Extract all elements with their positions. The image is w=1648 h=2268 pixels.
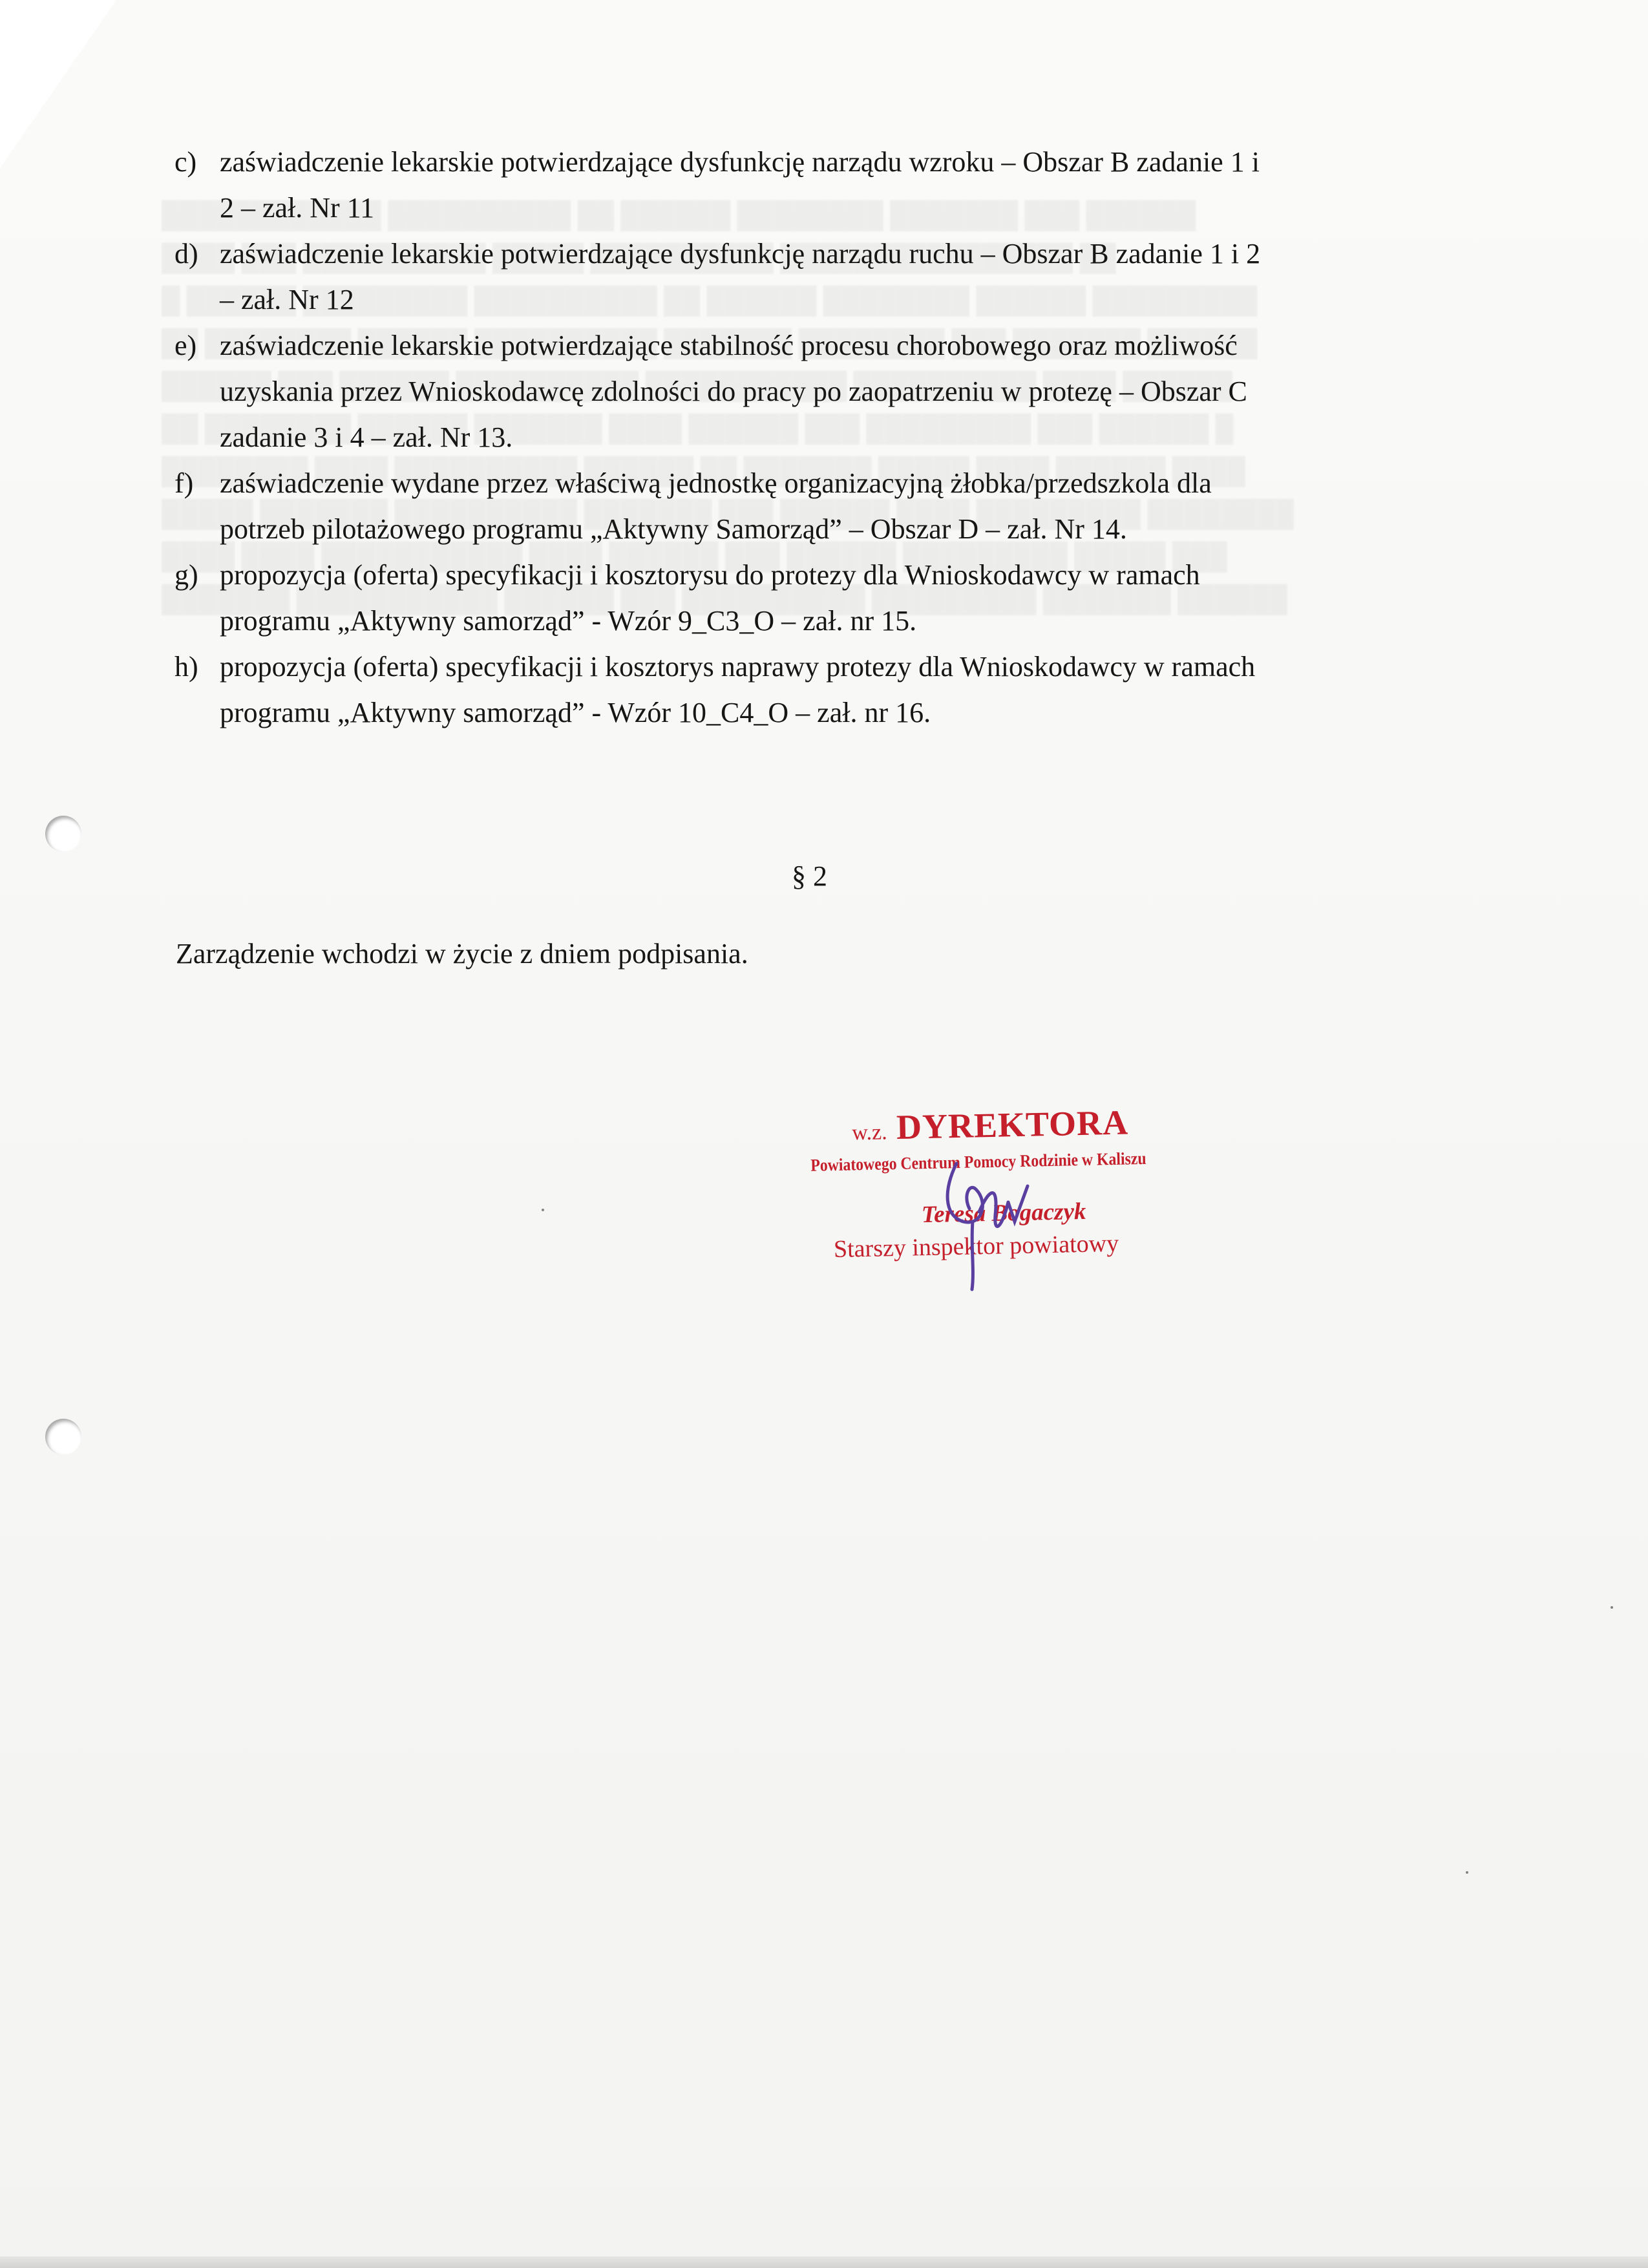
stamp-name: Teresa Bogaczyk [921,1198,1086,1229]
list-item-line: – zał. Nr 12 [220,284,354,315]
list-item-letter: h) [174,651,198,683]
list-item [174,644,1441,736]
list-item-line: propozycja (oferta) specyfikacji i kosztorysu do protezy dla Wnioskodawcy w ramach [220,559,1200,591]
scan-speck [542,1209,544,1211]
list-item-letter: g) [174,559,198,591]
list-item-line: zaświadczenie lekarskie potwierdzające stabilność procesu chorobowego oraz możliwość [220,330,1238,361]
list-item [174,323,1441,460]
list-item-line: zaświadczenie wydane przez właściwą jednostkę organizacyjną żłobka/przedszkola dla [220,467,1212,499]
list-item [174,231,1441,323]
list-item [174,139,1441,231]
list-item-letter: f) [174,467,194,499]
stamp-institution: Powiatowego Centrum Pomocy Rodzinie w Kaliszu [810,1148,1146,1175]
closing-statement: Zarządzenie wchodzi w życie z dniem podpisania. [176,938,748,970]
punch-hole-top [45,816,81,852]
list-item [174,460,1441,552]
list-item-line: zadanie 3 i 4 – zał. Nr 13. [220,421,513,453]
list-item-line: 2 – zał. Nr 11 [220,192,375,224]
stamp-prefix: w.z. [851,1120,888,1145]
stamp-title [851,1102,1128,1148]
list-item-letter: e) [174,330,197,361]
stamp-position: Starszy inspektor powiatowy [833,1229,1119,1264]
list-item-line: programu „Aktywny samorząd” - Wzór 10_C4_O – zał. nr 16. [220,697,931,728]
list-item-line: programu „Aktywny samorząd” - Wzór 9_C3_O – zał. nr 15. [220,605,917,637]
folded-corner [0,0,116,168]
official-stamp [774,1101,1203,1271]
list-item-line: potrzeb pilotażowego programu „Aktywny Samorząd” – Obszar D – zał. Nr 14. [220,513,1127,545]
list-item-letter: d) [174,238,198,270]
list-item-line: propozycja (oferta) specyfikacji i kosztorys naprawy protezy dla Wnioskodawcy w ramach [220,651,1256,683]
punch-hole-bottom [45,1419,81,1455]
scan-speck [1466,1871,1468,1874]
scan-speck [1611,1606,1613,1609]
section-heading: § 2 [792,860,827,892]
stamp-title-text: DYREKTORA [896,1103,1129,1147]
list-item-line: uzyskania przez Wnioskodawcę zdolności do pracy po zaopatrzeniu w protezę – Obszar C [220,376,1247,407]
scan-bottom-edge [0,2256,1648,2268]
list-item-letter: c) [174,146,197,178]
list-item [174,552,1441,644]
list-item-line: zaświadczenie lekarskie potwierdzające dysfunkcję narządu ruchu – Obszar B zadanie 1 i 2 [220,238,1261,270]
list-item-line: zaświadczenie lekarskie potwierdzające dysfunkcję narządu wzroku – Obszar B zadanie 1 i [220,146,1260,178]
